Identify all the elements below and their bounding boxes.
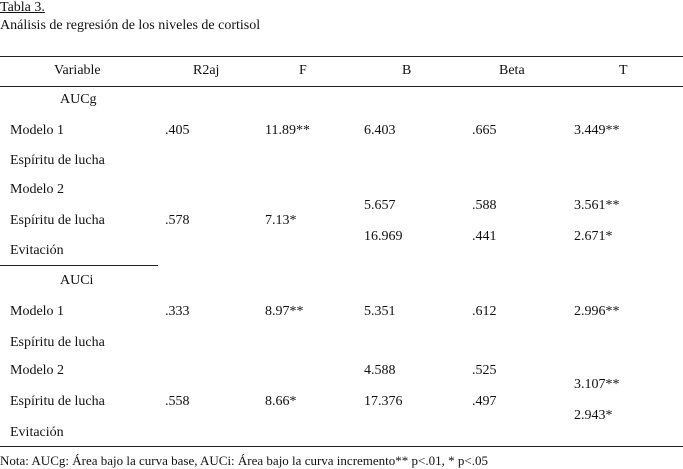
- auci-evitacion: Evitación: [10, 425, 64, 440]
- auci-modelo1-r2aj: .333: [165, 304, 190, 319]
- aucg-evitacion: Evitación: [10, 243, 64, 258]
- auci-modelo2-t2: 2.943*: [574, 408, 613, 423]
- auci-modelo1-t: 2.996**: [574, 304, 620, 319]
- table-title: Análisis de regresión de los niveles de cortisol: [0, 18, 261, 33]
- aucg-modelo1-b: 6.403: [364, 123, 396, 138]
- header-b: B: [402, 63, 412, 78]
- auci-modelo2-b2: 17.376: [364, 394, 403, 409]
- section-rule: [0, 265, 158, 266]
- auci-modelo2-beta1: .525: [472, 363, 497, 378]
- top-rule: [0, 56, 683, 57]
- table-label: Tabla 3.: [0, 0, 45, 15]
- aucg-modelo2-b2: 16.969: [364, 229, 403, 244]
- header-t: T: [619, 63, 628, 78]
- aucg-espiritu-2: Espíritu de lucha: [10, 213, 105, 228]
- aucg-espiritu-1: Espíritu de lucha: [10, 153, 105, 168]
- aucg-modelo1-t: 3.449**: [574, 123, 620, 138]
- table-note: Nota: AUCg: Área bajo la curva base, AUCi: Área bajo la curva incremento** p<.01, * p<.05: [0, 453, 488, 468]
- header-f: F: [299, 63, 307, 78]
- auci-modelo1-b: 5.351: [364, 304, 396, 319]
- auci-espiritu-1: Espíritu de lucha: [10, 335, 105, 350]
- auci-modelo1-beta: .612: [472, 304, 497, 319]
- auci-modelo1-f: 8.97**: [265, 304, 304, 319]
- auci-modelo2-label: Modelo 2: [10, 363, 65, 378]
- aucg-modelo2-r2aj: .578: [165, 213, 190, 228]
- aucg-modelo1-label: Modelo 1: [10, 123, 65, 138]
- aucg-modelo2-beta1: .588: [472, 198, 497, 213]
- auci-modelo1-label: Modelo 1: [10, 304, 65, 319]
- auci-modelo2-f: 8.66*: [265, 394, 297, 409]
- aucg-modelo2-b1: 5.657: [364, 198, 396, 213]
- auci-espiritu-2: Espíritu de lucha: [10, 394, 105, 409]
- header-variable: Variable: [54, 63, 101, 78]
- header-beta: Beta: [499, 63, 525, 78]
- aucg-modelo1-r2aj: .405: [165, 123, 190, 138]
- aucg-modelo2-f: 7.13*: [265, 213, 297, 228]
- aucg-modelo2-beta2: .441: [472, 229, 497, 244]
- bottom-rule: [0, 446, 683, 447]
- aucg-modelo2-t2: 2.671*: [574, 229, 613, 244]
- auci-modelo2-r2aj: .558: [165, 394, 190, 409]
- auci-modelo2-b1: 4.588: [364, 363, 396, 378]
- aucg-modelo2-t1: 3.561**: [574, 198, 620, 213]
- auci-modelo2-t1: 3.107**: [574, 377, 620, 392]
- aucg-modelo1-f: 11.89**: [265, 123, 310, 138]
- section-label-auci: AUCi: [60, 273, 94, 288]
- aucg-modelo2-label: Modelo 2: [10, 182, 65, 197]
- header-rule: [0, 86, 683, 87]
- section-label-aucg: AUCg: [60, 92, 97, 107]
- auci-modelo2-beta2: .497: [472, 394, 497, 409]
- header-r2aj: R2aj: [193, 63, 220, 78]
- aucg-modelo1-beta: .665: [472, 123, 497, 138]
